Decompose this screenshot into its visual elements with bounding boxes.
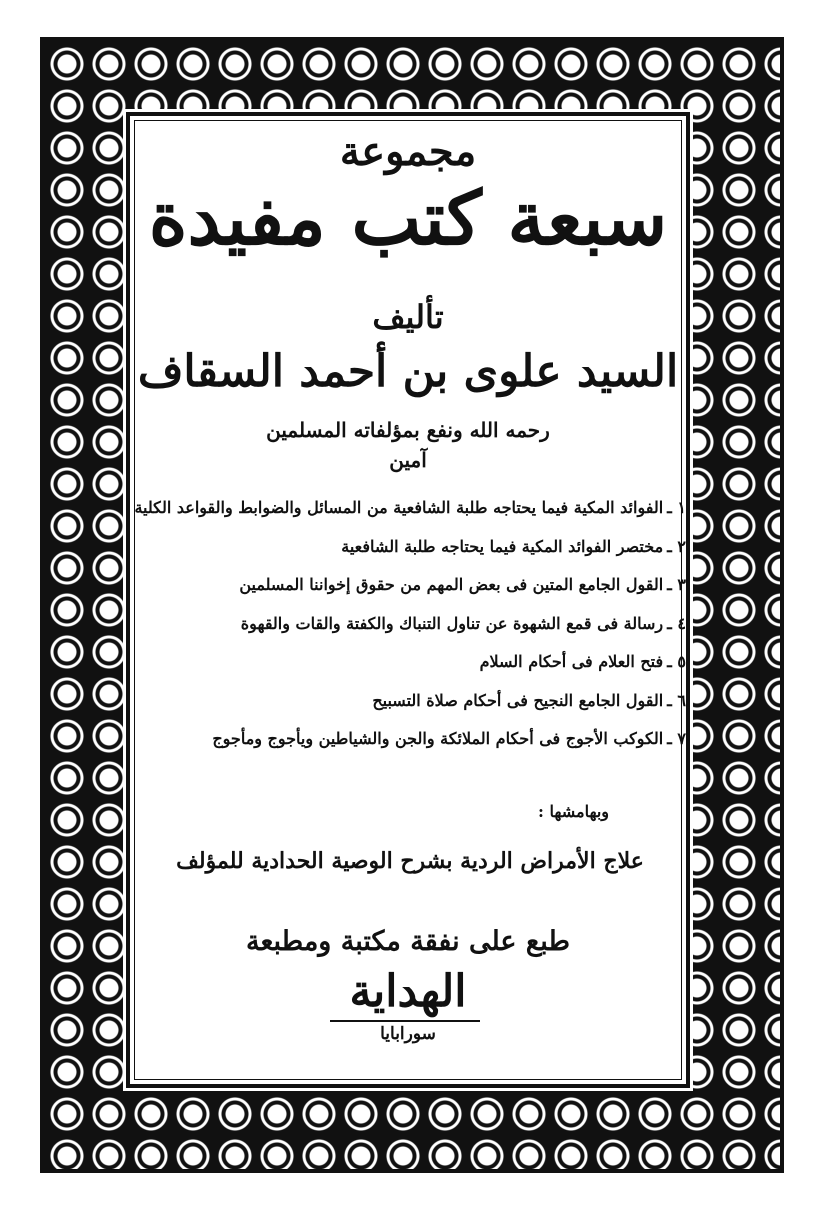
- list-item: [150, 529, 686, 565]
- press-underline: [330, 1020, 480, 1022]
- item-title: فتح العلام فى أحكام السلام: [479, 652, 664, 671]
- item-title: رسالة فى قمع الشهوة عن تناول التنباك والكفتة والقات والقهوة: [240, 613, 664, 633]
- list-item: [150, 644, 686, 680]
- city-name: سورابايا: [380, 1024, 436, 1044]
- item-number: ٢ ـ: [667, 536, 686, 556]
- item-number: ٣ ـ: [667, 575, 686, 594]
- list-item: [150, 683, 686, 719]
- contents-list: [134, 490, 686, 760]
- item-number: ٦ ـ: [667, 690, 686, 710]
- collection-label: مجموعة: [339, 128, 477, 175]
- amen-line: آمين: [389, 448, 427, 472]
- press-name: الهداية: [349, 966, 467, 1017]
- margin-work-title: علاج الأمراض الردية بشرح الوصية الحدادية للمؤلف: [176, 848, 644, 874]
- item-number: ٤ ـ: [667, 613, 686, 633]
- item-title: الفوائد المكية فيما يحتاجه طلبة الشافعية من المسائل والضوابط والقواعد الكلية: [134, 498, 664, 517]
- item-number: ٥ ـ: [667, 652, 686, 671]
- item-title: القول الجامع المتين فى بعض المهم من حقوق إخواننا المسلمين: [239, 575, 664, 594]
- list-item: [150, 606, 686, 642]
- list-item: [134, 490, 686, 526]
- item-title: مختصر الفوائد المكية فيما يحتاجه طلبة الشافعية: [341, 536, 664, 556]
- printed-by-line: طبع على نفقة مكتبة ومطبعة: [246, 926, 570, 957]
- item-title: القول الجامع النجيح فى أحكام صلاة التسبيح: [372, 690, 664, 710]
- item-title: الكوكب الأجوج فى أحكام الملائكة والجن والشياطين ويأجوج ومأجوج: [212, 729, 664, 748]
- list-item: [150, 567, 686, 603]
- margin-label: وبهامشها :: [538, 802, 609, 821]
- book-title: سبعة كتب مفيدة: [148, 176, 668, 262]
- list-item: [150, 721, 686, 757]
- authorship-label: تأليف: [372, 298, 444, 336]
- author-name: السيد علوى بن أحمد السقاف: [137, 346, 679, 397]
- item-number: ١ ـ: [667, 498, 686, 517]
- item-number: ٧ ـ: [667, 729, 686, 748]
- blessing-line: رحمه الله ونفع بمؤلفاته المسلمين: [266, 418, 550, 442]
